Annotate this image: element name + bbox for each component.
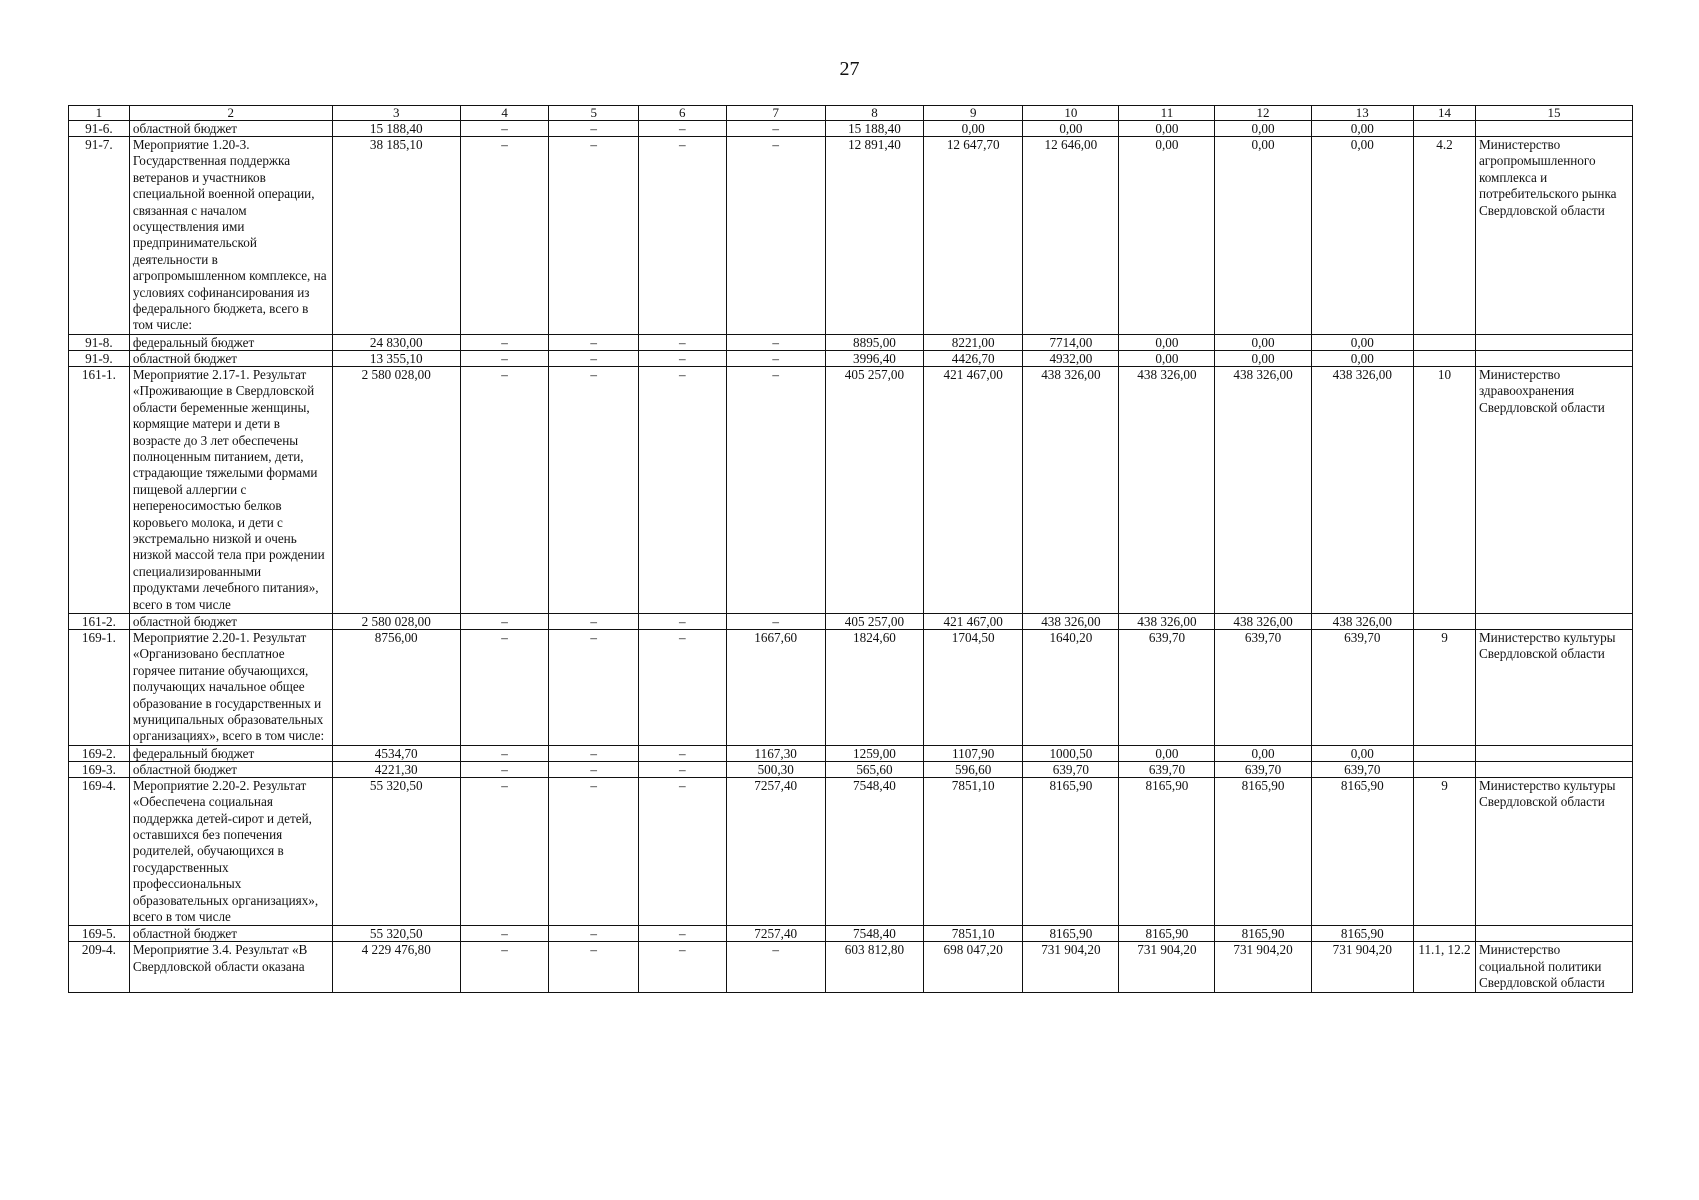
- table-row: [69, 745, 1633, 761]
- column-header: 10: [1023, 106, 1119, 121]
- column-header: 8: [825, 106, 923, 121]
- year-col-10: 12 646,00: [1023, 137, 1119, 335]
- executor: [1475, 745, 1632, 761]
- year-col-9: 421 467,00: [924, 613, 1023, 629]
- year-col-12: 0,00: [1215, 350, 1311, 366]
- year-col-4: –: [460, 121, 549, 137]
- row-number: 91-6.: [69, 121, 130, 137]
- total-amount: 24 830,00: [332, 334, 460, 350]
- year-col-5: –: [549, 745, 639, 761]
- row-description: Мероприятие 1.20-3. Государственная поддержка ветеранов и участников специальной военной операции, связанная с началом осуществления ими предпринимательской деятельности в агропромышленном комплексе, на условиях софинансирования из федерального бюджета, всего в том числе:: [129, 137, 332, 335]
- year-col-11: 0,00: [1119, 137, 1215, 335]
- year-col-5: –: [549, 777, 639, 926]
- year-col-7: –: [726, 334, 825, 350]
- year-col-4: –: [460, 942, 549, 992]
- year-col-4: –: [460, 761, 549, 777]
- executor: Министерство агропромышленного комплекса и потребительского рынка Свердловской области: [1475, 137, 1632, 335]
- table-row: [69, 334, 1633, 350]
- row-description: федеральный бюджет: [129, 334, 332, 350]
- year-col-11: 0,00: [1119, 745, 1215, 761]
- executor: [1475, 761, 1632, 777]
- year-col-5: –: [549, 366, 639, 613]
- year-col-5: –: [549, 926, 639, 942]
- year-col-10: 438 326,00: [1023, 613, 1119, 629]
- row-number: 169-3.: [69, 761, 130, 777]
- year-col-10: 1640,20: [1023, 629, 1119, 745]
- table-row: [69, 121, 1633, 137]
- target-ref: [1414, 761, 1476, 777]
- year-col-11: 438 326,00: [1119, 366, 1215, 613]
- row-number: 161-1.: [69, 366, 130, 613]
- year-col-13: 0,00: [1311, 334, 1413, 350]
- target-ref: [1414, 613, 1476, 629]
- table-row: [69, 942, 1633, 992]
- year-col-4: –: [460, 137, 549, 335]
- total-amount: 15 188,40: [332, 121, 460, 137]
- year-col-12: 0,00: [1215, 121, 1311, 137]
- row-description: областной бюджет: [129, 926, 332, 942]
- year-col-13: 731 904,20: [1311, 942, 1413, 992]
- year-col-6: –: [639, 350, 727, 366]
- column-header: 12: [1215, 106, 1311, 121]
- year-col-8: 405 257,00: [825, 366, 923, 613]
- year-col-4: –: [460, 926, 549, 942]
- table-body: [69, 121, 1633, 993]
- year-col-12: 0,00: [1215, 745, 1311, 761]
- row-number: 209-4.: [69, 942, 130, 992]
- year-col-6: –: [639, 629, 727, 745]
- year-col-8: 7548,40: [825, 777, 923, 926]
- year-col-9: 8221,00: [924, 334, 1023, 350]
- year-col-9: 1107,90: [924, 745, 1023, 761]
- column-header: 9: [924, 106, 1023, 121]
- year-col-7: –: [726, 942, 825, 992]
- year-col-10: 7714,00: [1023, 334, 1119, 350]
- row-number: 91-7.: [69, 137, 130, 335]
- year-col-8: 15 188,40: [825, 121, 923, 137]
- year-col-7: –: [726, 366, 825, 613]
- year-col-8: 7548,40: [825, 926, 923, 942]
- target-ref: 10: [1414, 366, 1476, 613]
- table-row: [69, 137, 1633, 335]
- budget-table: [68, 105, 1633, 993]
- executor: Министерство культуры Свердловской области: [1475, 777, 1632, 926]
- executor: [1475, 334, 1632, 350]
- column-header: 14: [1414, 106, 1476, 121]
- year-col-11: 8165,90: [1119, 777, 1215, 926]
- year-col-13: 438 326,00: [1311, 613, 1413, 629]
- year-col-6: –: [639, 761, 727, 777]
- year-col-6: –: [639, 613, 727, 629]
- year-col-13: 0,00: [1311, 137, 1413, 335]
- row-number: 161-2.: [69, 613, 130, 629]
- year-col-4: –: [460, 777, 549, 926]
- year-col-8: 565,60: [825, 761, 923, 777]
- year-col-13: 8165,90: [1311, 926, 1413, 942]
- year-col-5: –: [549, 350, 639, 366]
- year-col-6: –: [639, 777, 727, 926]
- year-col-7: 1167,30: [726, 745, 825, 761]
- year-col-5: –: [549, 761, 639, 777]
- year-col-8: 8895,00: [825, 334, 923, 350]
- executor: [1475, 613, 1632, 629]
- year-col-10: 438 326,00: [1023, 366, 1119, 613]
- year-col-8: 1259,00: [825, 745, 923, 761]
- year-col-8: 3996,40: [825, 350, 923, 366]
- row-description: областной бюджет: [129, 761, 332, 777]
- row-description: областной бюджет: [129, 121, 332, 137]
- table-row: [69, 366, 1633, 613]
- year-col-12: 639,70: [1215, 629, 1311, 745]
- year-col-8: 1824,60: [825, 629, 923, 745]
- year-col-12: 438 326,00: [1215, 613, 1311, 629]
- row-description: федеральный бюджет: [129, 745, 332, 761]
- executor: [1475, 926, 1632, 942]
- year-col-13: 438 326,00: [1311, 366, 1413, 613]
- year-col-7: –: [726, 613, 825, 629]
- year-col-12: 0,00: [1215, 137, 1311, 335]
- year-col-13: 8165,90: [1311, 777, 1413, 926]
- year-col-6: –: [639, 926, 727, 942]
- target-ref: [1414, 121, 1476, 137]
- year-col-4: –: [460, 613, 549, 629]
- target-ref: [1414, 926, 1476, 942]
- table-row: [69, 926, 1633, 942]
- year-col-4: –: [460, 366, 549, 613]
- page-number: 27: [839, 58, 860, 80]
- year-col-13: 0,00: [1311, 745, 1413, 761]
- column-header: 6: [639, 106, 727, 121]
- column-header: 5: [549, 106, 639, 121]
- year-col-10: 8165,90: [1023, 926, 1119, 942]
- year-col-9: 698 047,20: [924, 942, 1023, 992]
- year-col-12: 731 904,20: [1215, 942, 1311, 992]
- total-amount: 13 355,10: [332, 350, 460, 366]
- year-col-10: 8165,90: [1023, 777, 1119, 926]
- year-col-4: –: [460, 629, 549, 745]
- row-number: 91-9.: [69, 350, 130, 366]
- year-col-8: 405 257,00: [825, 613, 923, 629]
- year-col-9: 7851,10: [924, 777, 1023, 926]
- year-col-11: 0,00: [1119, 121, 1215, 137]
- year-col-9: 0,00: [924, 121, 1023, 137]
- column-header: 1: [69, 106, 130, 121]
- year-col-10: 4932,00: [1023, 350, 1119, 366]
- header-row: [69, 106, 1633, 121]
- year-col-7: 7257,40: [726, 777, 825, 926]
- year-col-13: 639,70: [1311, 761, 1413, 777]
- year-col-11: 0,00: [1119, 350, 1215, 366]
- year-col-4: –: [460, 745, 549, 761]
- row-description: Мероприятие 2.17-1. Результат «Проживающие в Свердловской области беременные женщины, кормящие матери и дети в возрасте до 3 лет обеспечены полноценным питанием, дети, страдающие тяжелыми формами пищевой аллергии с непереносимостью белков коровьего молока, и дети с экстремально низкой и очень низкой массой тела при рождении специализированными продуктами лечебного питания», всего в том числе: [129, 366, 332, 613]
- year-col-7: –: [726, 137, 825, 335]
- year-col-5: –: [549, 942, 639, 992]
- year-col-13: 0,00: [1311, 350, 1413, 366]
- executor: [1475, 121, 1632, 137]
- row-description: Мероприятие 3.4. Результат «В Свердловской области оказана: [129, 942, 332, 992]
- year-col-11: 438 326,00: [1119, 613, 1215, 629]
- total-amount: 55 320,50: [332, 777, 460, 926]
- year-col-9: 1704,50: [924, 629, 1023, 745]
- total-amount: 4221,30: [332, 761, 460, 777]
- year-col-9: 421 467,00: [924, 366, 1023, 613]
- year-col-9: 596,60: [924, 761, 1023, 777]
- year-col-13: 639,70: [1311, 629, 1413, 745]
- executor: [1475, 350, 1632, 366]
- year-col-5: –: [549, 137, 639, 335]
- year-col-5: –: [549, 629, 639, 745]
- year-col-5: –: [549, 334, 639, 350]
- year-col-9: 4426,70: [924, 350, 1023, 366]
- table-row: [69, 761, 1633, 777]
- year-col-9: 7851,10: [924, 926, 1023, 942]
- executor: Министерство социальной политики Свердловской области: [1475, 942, 1632, 992]
- row-number: 169-5.: [69, 926, 130, 942]
- column-header: 2: [129, 106, 332, 121]
- year-col-9: 12 647,70: [924, 137, 1023, 335]
- year-col-8: 603 812,80: [825, 942, 923, 992]
- year-col-5: –: [549, 613, 639, 629]
- year-col-10: 0,00: [1023, 121, 1119, 137]
- row-number: 91-8.: [69, 334, 130, 350]
- row-description: Мероприятие 2.20-2. Результат «Обеспечена социальная поддержка детей-сирот и детей, оставшихся без попечения родителей, обучающихся в государственных профессиональных образовательных организациях», всего в том числе: [129, 777, 332, 926]
- year-col-6: –: [639, 334, 727, 350]
- target-ref: 9: [1414, 777, 1476, 926]
- year-col-12: 438 326,00: [1215, 366, 1311, 613]
- year-col-12: 0,00: [1215, 334, 1311, 350]
- year-col-11: 731 904,20: [1119, 942, 1215, 992]
- table-row: [69, 350, 1633, 366]
- row-number: 169-1.: [69, 629, 130, 745]
- year-col-4: –: [460, 350, 549, 366]
- row-description: областной бюджет: [129, 350, 332, 366]
- year-col-6: –: [639, 942, 727, 992]
- year-col-12: 8165,90: [1215, 926, 1311, 942]
- column-header: 15: [1475, 106, 1632, 121]
- year-col-12: 8165,90: [1215, 777, 1311, 926]
- year-col-7: –: [726, 121, 825, 137]
- target-ref: 4.2: [1414, 137, 1476, 335]
- year-col-13: 0,00: [1311, 121, 1413, 137]
- row-number: 169-4.: [69, 777, 130, 926]
- column-header: 4: [460, 106, 549, 121]
- target-ref: [1414, 334, 1476, 350]
- year-col-11: 639,70: [1119, 761, 1215, 777]
- year-col-10: 731 904,20: [1023, 942, 1119, 992]
- column-header: 11: [1119, 106, 1215, 121]
- year-col-11: 0,00: [1119, 334, 1215, 350]
- executor: Министерство здравоохранения Свердловской области: [1475, 366, 1632, 613]
- target-ref: 11.1, 12.2: [1414, 942, 1476, 992]
- target-ref: [1414, 745, 1476, 761]
- year-col-11: 639,70: [1119, 629, 1215, 745]
- table-row: [69, 777, 1633, 926]
- year-col-7: 1667,60: [726, 629, 825, 745]
- executor: Министерство культуры Свердловской области: [1475, 629, 1632, 745]
- total-amount: 4534,70: [332, 745, 460, 761]
- year-col-7: 500,30: [726, 761, 825, 777]
- year-col-4: –: [460, 334, 549, 350]
- year-col-10: 639,70: [1023, 761, 1119, 777]
- year-col-12: 639,70: [1215, 761, 1311, 777]
- year-col-6: –: [639, 121, 727, 137]
- year-col-11: 8165,90: [1119, 926, 1215, 942]
- year-col-8: 12 891,40: [825, 137, 923, 335]
- year-col-10: 1000,50: [1023, 745, 1119, 761]
- column-header: 7: [726, 106, 825, 121]
- column-header: 13: [1311, 106, 1413, 121]
- total-amount: 8756,00: [332, 629, 460, 745]
- total-amount: 2 580 028,00: [332, 613, 460, 629]
- year-col-6: –: [639, 745, 727, 761]
- table-row: [69, 613, 1633, 629]
- total-amount: 4 229 476,80: [332, 942, 460, 992]
- table-row: [69, 629, 1633, 745]
- total-amount: 38 185,10: [332, 137, 460, 335]
- year-col-7: 7257,40: [726, 926, 825, 942]
- row-description: областной бюджет: [129, 613, 332, 629]
- target-ref: [1414, 350, 1476, 366]
- year-col-6: –: [639, 366, 727, 613]
- row-number: 169-2.: [69, 745, 130, 761]
- year-col-5: –: [549, 121, 639, 137]
- target-ref: 9: [1414, 629, 1476, 745]
- year-col-7: –: [726, 350, 825, 366]
- total-amount: 55 320,50: [332, 926, 460, 942]
- year-col-6: –: [639, 137, 727, 335]
- column-header: 3: [332, 106, 460, 121]
- row-description: Мероприятие 2.20-1. Результат «Организовано бесплатное горячее питание обучающихся, получающих начальное общее образование в государственных и муниципальных образовательных организациях», всего в том числе:: [129, 629, 332, 745]
- total-amount: 2 580 028,00: [332, 366, 460, 613]
